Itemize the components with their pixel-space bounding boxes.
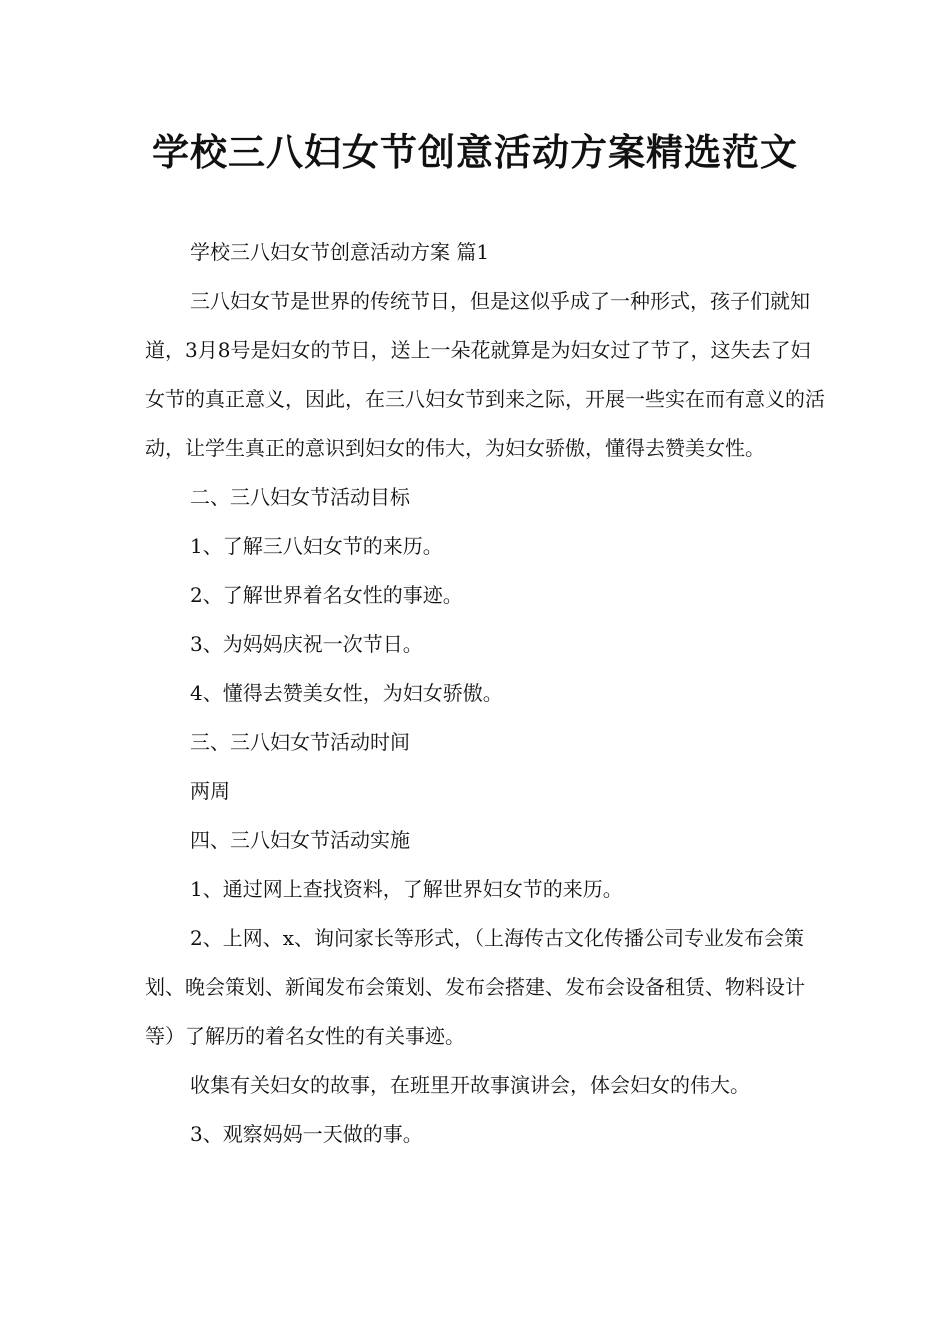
list-item: 4、懂得去赞美女性，为妇女骄傲。 — [190, 681, 503, 705]
paragraph: 三八妇女节是世界的传统节日，但是这似乎成了一种形式，孩子们就知道，3月8号是妇女的节日，送上一朵花就算是为妇女过了节了，这失去了妇女节的真正意义，因此，在三八妇女节到来之际，开展一些实在而有意义的活动，让学生真正的意识到妇女的伟大，为妇女骄傲，懂得去赞美女性。 — [145, 289, 825, 460]
section-heading: 三、三八妇女节活动时间 — [190, 730, 410, 754]
paragraph: 收集有关妇女的故事，在班里开故事演讲会，体会妇女的伟大。 — [190, 1073, 750, 1097]
list-item: 2、了解世界着名女性的事迹。 — [190, 583, 463, 607]
document-title: 学校三八妇女节创意活动方案精选范文 — [152, 131, 798, 174]
section-heading: 四、三八妇女节活动实施 — [190, 828, 410, 852]
document-body — [145, 228, 825, 1159]
list-item: 2、上网、x、询问家长等形式，（上海传古文化传播公司专业发布会策划、晚会策划、新闻发布会策划、发布会搭建、发布会设备租赁、物料设计等）了解历的着名女性的有关事迹。 — [145, 926, 805, 1048]
section-heading: 二、三八妇女节活动目标 — [190, 485, 410, 509]
paragraph: 两周 — [190, 779, 230, 803]
list-item: 1、了解三八妇女节的来历。 — [190, 534, 443, 558]
section-heading: 学校三八妇女节创意活动方案 篇1 — [190, 240, 490, 264]
list-item: 1、通过网上查找资料，了解世界妇女节的来历。 — [190, 877, 623, 901]
list-item: 3、为妈妈庆祝一次节日。 — [190, 632, 423, 656]
list-item: 3、观察妈妈一天做的事。 — [190, 1122, 423, 1146]
